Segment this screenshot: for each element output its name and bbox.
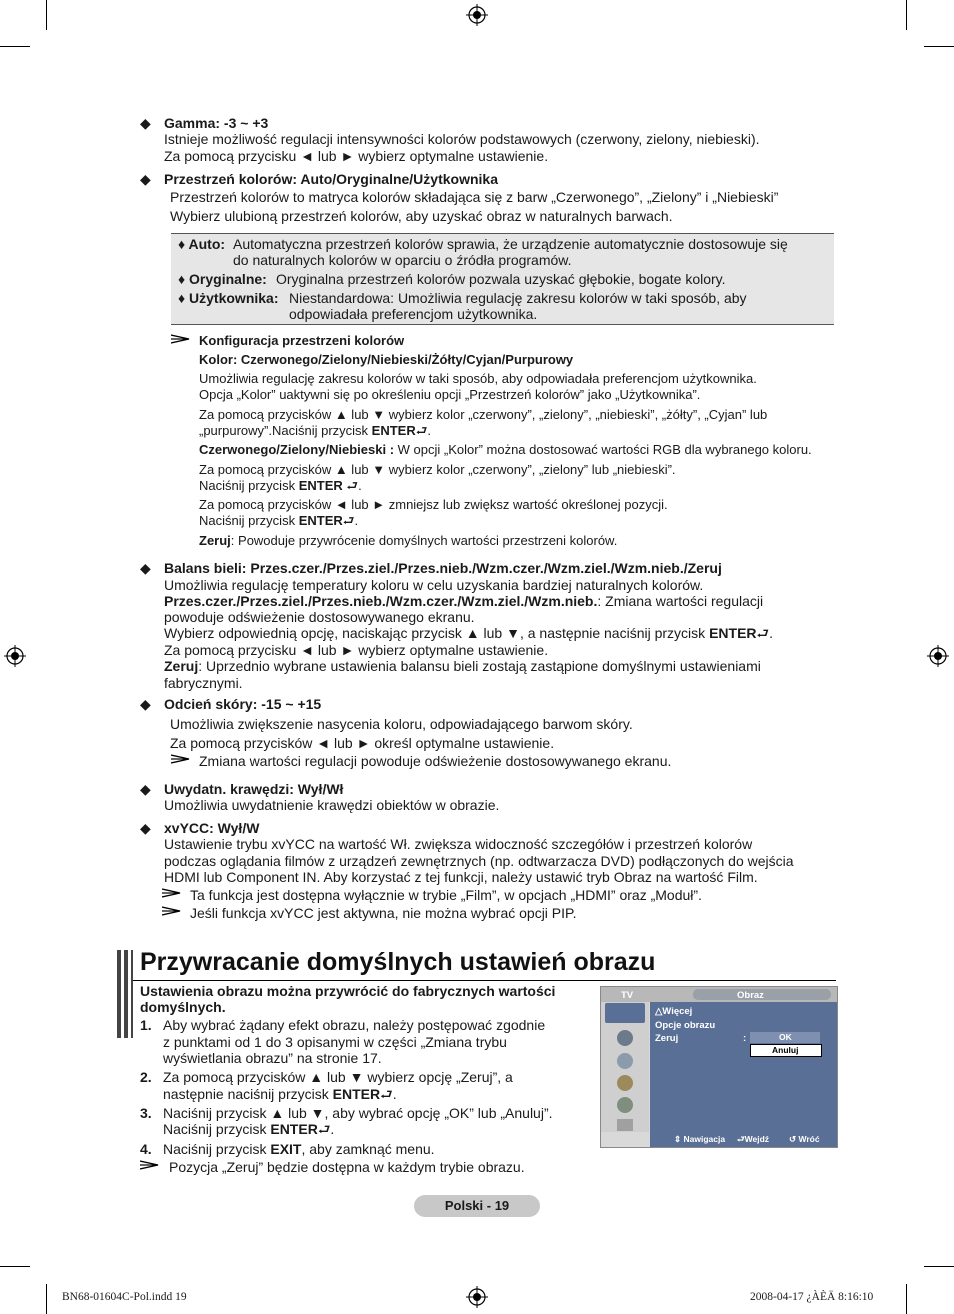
white-balance-text: Wybierz odpowiednią opcję, naciskając przycisk ▲ lub ▼, a następnie naciśnij przycisk ENTER⮐.: [164, 625, 774, 641]
registration-mark-icon: [466, 1286, 488, 1308]
white-balance-text: [164, 593, 763, 610]
step-text: Aby wybrać żądany efekt obrazu, należy postępować zgodnie: [163, 1017, 546, 1033]
nav-icon: ⇕: [674, 1134, 684, 1144]
enter-key: ENTER: [298, 513, 343, 528]
reset-note: Pozycja „Zeruj” będzie dostępna w każdym trybie obrazu.: [169, 1159, 525, 1175]
step-text: z punktami od 1 do 3 opisanymi w części „Zmiana trybu: [163, 1034, 507, 1050]
xvycc-text: Ustawienie trybu xvYCC na wartość Wł. zwiększa widoczność szczegółów i przestrzeń kolorów: [164, 836, 753, 852]
note-arrow-icon: [162, 905, 182, 917]
white-balance-text: Za pomocą przycisku ◄ lub ► wybierz optymalne ustawienie.: [164, 642, 549, 658]
bullet-diamond-icon: ◆: [140, 781, 151, 797]
option-label: ♦ Oryginalne:: [178, 271, 267, 287]
tv-menu-colon: :: [743, 1033, 747, 1044]
enter-icon: ⮐: [342, 513, 355, 528]
white-balance-bold: Przes.czer./Przes.ziel./Przes.nieb./Wzm.czer./Wzm.ziel./Wzm.nieb.: [164, 593, 598, 609]
option-text: odpowiadała preferencjom użytkownika.: [289, 306, 538, 322]
crop-mark: [46, 0, 47, 30]
registration-mark-icon: [927, 645, 949, 667]
enter-hint: [737, 1134, 769, 1145]
skin-tone-heading: Odcień skóry: -15 ~ +15: [164, 696, 322, 712]
exit-key: EXIT: [270, 1141, 302, 1157]
bullet-diamond-icon: ◆: [140, 560, 151, 576]
channel-menu-icon[interactable]: [617, 1053, 633, 1069]
enter-icon: ⮐: [415, 423, 428, 438]
gamma-text: Za pomocą przycisku ◄ lub ► wybierz optymalne ustawienie.: [164, 148, 549, 164]
xvycc-note: Ta funkcja jest dostępna wyłącznie w trybie „Film”, w opcjach „HDMI” oraz „Moduł”.: [190, 887, 702, 903]
enter-icon: ⮐: [380, 1086, 393, 1102]
skin-tone-note: Zmiana wartości regulacji powoduje odświeżenie dostosowywanego ekranu.: [199, 753, 672, 769]
option-text: do naturalnych kolorów w oparciu o źródła programów.: [233, 252, 572, 268]
color-space-text: Przestrzeń kolorów to matryca kolorów składająca się z barw „Czerwonego”, „Zielony” i „Niebieski”: [170, 189, 779, 205]
tv-menu-item[interactable]: Opcje obrazu: [655, 1020, 716, 1031]
option-label: ♦ Użytkownika:: [178, 290, 279, 306]
white-balance-part: Wybierz odpowiednią opcję, naciskając przycisk ▲ lub ▼, a następnie naciśnij przycisk: [164, 625, 710, 641]
enter-hint-label: Wejdź: [744, 1134, 770, 1144]
crop-mark: [924, 46, 954, 47]
bullet-diamond-icon: ◆: [140, 171, 151, 187]
note-label: Zeruj: [199, 533, 231, 548]
reset-intro: Ustawienia obrazu można przywrócić do fabrycznych wartości: [140, 983, 556, 999]
note-arrow-icon: [162, 887, 182, 899]
step-text: wyświetlania obrazu” na stronie 17.: [163, 1050, 382, 1066]
tv-menu-title: Obraz: [737, 990, 764, 1001]
bullet-diamond-icon: ◆: [140, 820, 151, 836]
step-text-part: Naciśnij przycisk: [163, 1141, 271, 1157]
return-icon: ↺: [789, 1134, 799, 1144]
step-text: Za pomocą przycisków ▲ lub ▼ wybierz opcję „Zeruj”, a: [163, 1069, 513, 1085]
option-text: Automatyczna przestrzeń kolorów sprawia, że urządzenie automatycznie dostosowuje się: [233, 236, 788, 252]
white-balance-part: : Uprzednio wybrane ustawienia balansu bieli zostają zastąpione domyślnymi ustawieniami: [198, 658, 761, 674]
tv-label: TV: [621, 990, 634, 1001]
note-text: „purpurowy”.Naciśnij przycisk ENTER⮐.: [199, 423, 432, 438]
note-text-part: Naciśnij przycisk: [199, 513, 299, 528]
white-balance-text: powoduje odświeżenie dostosowywanego ekranu.: [164, 609, 475, 625]
note-arrow-icon: [171, 753, 191, 765]
option-label: ♦ Auto:: [178, 236, 226, 252]
ok-option-label: OK: [779, 1032, 792, 1042]
tv-menu-item[interactable]: Zeruj: [655, 1033, 679, 1044]
note-text: Umożliwia regulację zakresu kolorów w taki sposób, aby odpowiadała preferencjom użytkownika.: [199, 371, 757, 386]
file-info: BN68-01604C-Pol.indd 19: [62, 1291, 187, 1303]
note-text: Za pomocą przycisków ▲ lub ▼ wybierz kolor „czerwony”, „zielony”, „niebieski”, „żółty”, „Cyjan” lub: [199, 407, 768, 422]
registration-mark-icon: [4, 645, 26, 667]
note-text: Za pomocą przycisków ▲ lub ▼ wybierz kolor „czerwony”, „zielony” lub „niebieski”.: [199, 462, 676, 477]
note-text: Opcja „Kolor” uaktywni się po określeniu opcji „Przestrzeń kolorów” jako „Użytkownika”.: [199, 387, 701, 402]
option-text: Niestandardowa: Umożliwia regulację zakresu kolorów w taki sposób, aby: [289, 290, 747, 306]
enter-icon: ⮐: [317, 1121, 331, 1137]
step-text: Naciśnij przycisk ENTER⮐.: [163, 1121, 335, 1137]
enter-key: ENTER: [298, 478, 343, 493]
note-subtitle: Kolor: Czerwonego/Zielony/Niebieski/Żółty/Cyjan/Purpurowy: [199, 352, 574, 367]
registration-mark-icon: [466, 4, 488, 26]
edge-heading: Uwydatn. krawędzi: Wył/Wł: [164, 781, 344, 797]
cancel-option-label: Anuluj: [772, 1045, 799, 1055]
section-bar: [117, 950, 121, 1038]
enter-key: ENTER: [332, 1086, 381, 1102]
gamma-heading: Gamma: -3 ~ +3: [164, 115, 269, 131]
note-text: [199, 442, 812, 458]
picture-menu-icon[interactable]: [605, 1003, 645, 1023]
crop-mark: [906, 1284, 907, 1314]
step-number: 1.: [140, 1017, 152, 1033]
section-bar: [124, 950, 128, 1038]
enter-key: ENTER: [270, 1121, 318, 1137]
step-text: Naciśnij przycisk ▲ lub ▼, aby wybrać opcję „OK” lub „Anuluj”.: [163, 1105, 553, 1121]
step-text-part: Naciśnij przycisk: [163, 1121, 271, 1137]
enter-icon: ⮐: [737, 1134, 745, 1144]
xvycc-note: Jeśli funkcja xvYCC jest aktywna, nie można wybrać opcji PIP.: [190, 905, 577, 921]
white-balance-text: [164, 658, 761, 675]
white-balance-heading: Balans bieli: Przes.czer./Przes.ziel./Przes.nieb./Wzm.czer./Wzm.ziel./Wzm.nieb./Zeruj: [164, 560, 722, 576]
step-number: 4.: [140, 1141, 152, 1157]
crop-mark: [0, 46, 30, 47]
note-text: Za pomocą przycisków ◄ lub ► zmniejsz lub zwiększ wartość określonej pozycji.: [199, 497, 668, 512]
white-balance-part: : Zmiana wartości regulacji: [597, 593, 764, 609]
gamma-text: Istnieje możliwość regulacji intensywności kolorów podstawowych (czerwony, zielony, niebieski).: [164, 131, 760, 147]
enter-icon: ⮐: [342, 478, 359, 493]
section-title: Przywracanie domyślnych ustawień obrazu: [140, 948, 656, 976]
step-text: [163, 1141, 435, 1158]
note-arrow-icon: [171, 333, 191, 345]
step-text: następnie naciśnij przycisk ENTER⮐.: [163, 1086, 397, 1102]
setup-menu-icon[interactable]: [617, 1075, 633, 1091]
enter-icon: ⮐: [756, 625, 770, 641]
crop-mark: [906, 0, 907, 30]
color-space-text: Wybierz ulubioną przestrzeń kolorów, aby uzyskać obraz w naturalnych barwach.: [170, 208, 673, 224]
section-title-rule: [133, 980, 836, 981]
input-menu-icon[interactable]: [617, 1097, 633, 1113]
sound-menu-icon[interactable]: [617, 1030, 633, 1046]
white-balance-text: Umożliwia regulację temperatury koloru w celu uzyskania bardziej naturalnych kolorów.: [164, 577, 704, 593]
step-number: 2.: [140, 1069, 152, 1085]
note-arrow-icon: [140, 1159, 160, 1171]
page-number-badge: Polski - 19: [414, 1195, 540, 1217]
digital-menu-icon[interactable]: [617, 1119, 633, 1131]
step-text-part: , aby zamknąć menu.: [301, 1141, 435, 1157]
nav-hint: [674, 1134, 725, 1145]
crop-mark: [0, 1266, 30, 1267]
step-number: 3.: [140, 1105, 152, 1121]
note-title: Konfiguracja przestrzeni kolorów: [199, 333, 405, 348]
option-text: Oryginalna przestrzeń kolorów pozwala uzyskać głębokie, bogate kolory.: [276, 271, 726, 287]
section-bar: [131, 950, 133, 1038]
crop-mark: [924, 1266, 954, 1267]
note-text-part: „purpurowy”.Naciśnij przycisk: [199, 423, 372, 438]
note-text-part: : Powoduje przywrócenie domyślnych wartości przestrzeni kolorów.: [230, 533, 618, 548]
skin-tone-text: Umożliwia zwiększenie nasycenia koloru, odpowiadającego barwom skóry.: [170, 716, 633, 732]
bullet-diamond-icon: ◆: [140, 696, 151, 712]
edge-text: Umożliwia uwydatnienie krawędzi obiektów w obrazie.: [164, 797, 500, 813]
note-text: [199, 533, 617, 549]
back-hint: [789, 1134, 820, 1145]
enter-key: ENTER: [709, 625, 757, 641]
note-text-part: W opcji „Kolor” można dostosować wartości RGB dla wybranego koloru.: [394, 442, 812, 457]
note-text-part: Naciśnij przycisk: [199, 478, 299, 493]
note-text: Naciśnij przycisk ENTER ⮐.: [199, 478, 362, 493]
xvycc-heading: xvYCC: Wył/W: [164, 820, 260, 836]
nav-hint-label: Nawigacja: [683, 1134, 726, 1144]
xvycc-text: podczas oglądania filmów z urządzeń zewnętrznych (np. odtwarzacza DVD) podłączonych do wejścia: [164, 853, 794, 869]
note-text: Naciśnij przycisk ENTER⮐.: [199, 513, 359, 528]
white-balance-text: fabrycznymi.: [164, 675, 243, 691]
crop-mark: [46, 1284, 47, 1314]
enter-key: ENTER: [371, 423, 416, 438]
xvycc-text: HDMI lub Component IN. Aby korzystać z tej funkcji, należy ustawić tryb Obraz na wartość Film.: [164, 869, 758, 885]
color-space-heading: Przestrzeń kolorów: Auto/Oryginalne/Użytkownika: [164, 171, 498, 187]
back-hint-label: Wróć: [798, 1134, 820, 1144]
note-label: Czerwonego/Zielony/Niebieski :: [199, 442, 395, 457]
reset-intro: domyślnych.: [140, 999, 226, 1015]
date-info: 2008-04-17 ¿ÀÈÄ 8:16:10: [750, 1291, 874, 1303]
bullet-diamond-icon: ◆: [140, 115, 151, 131]
tv-menu-screenshot: [600, 986, 838, 1148]
skin-tone-text: Za pomocą przycisków ◄ lub ► określ optymalne ustawienie.: [170, 735, 555, 751]
step-text-part: następnie naciśnij przycisk: [163, 1086, 333, 1102]
tv-menu-more[interactable]: △Więcej: [655, 1006, 693, 1017]
white-balance-bold: Zeruj: [164, 658, 199, 674]
